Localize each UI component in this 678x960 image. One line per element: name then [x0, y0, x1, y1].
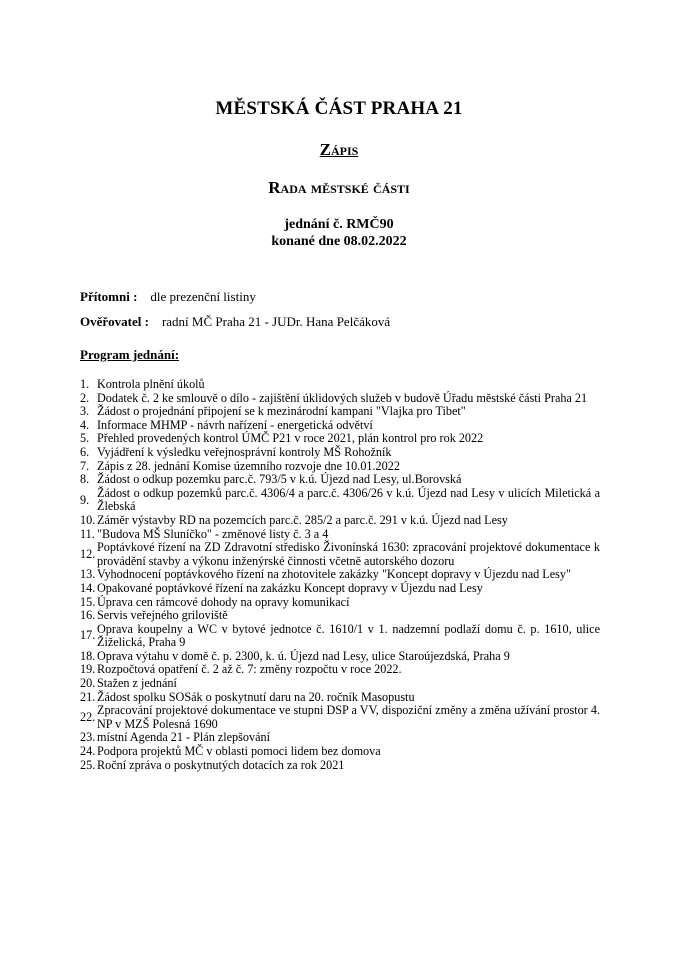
meeting-date: konané dne 08.02.2022: [271, 234, 407, 249]
item-text: Úprava cen rámcové dohody na opravy komunikací: [97, 594, 350, 609]
item-number: 24.: [80, 744, 96, 759]
item-number: 8.: [80, 472, 90, 487]
list-item: [80, 609, 600, 623]
item-text: Žádost o odkup pozemků parc.č. 4306/4 a parc.č. 4306/26 v k.ú. Újezd nad Lesy v ulicích Miletická a Žlebská: [97, 485, 600, 514]
present-row: [80, 289, 256, 305]
body-title: Rada městské části: [268, 178, 410, 197]
item-text: Podpora projektů MČ v oblasti pomoci lidem bez domova: [97, 744, 381, 759]
list-item: [80, 623, 600, 650]
list-item: [80, 704, 600, 731]
item-number: 21.: [80, 689, 96, 704]
list-item: [80, 514, 600, 528]
item-number: 1.: [80, 377, 90, 391]
list-item: [80, 446, 600, 460]
org-title: MĚSTSKÁ ČÁST PRAHA 21: [215, 98, 463, 119]
item-number: 12.: [80, 546, 96, 561]
verifier-label: Ověřovatel :: [80, 314, 149, 329]
item-text: Opakované poptávkové řízení na zakázku Koncept dopravy v Újezdu nad Lesy: [97, 580, 483, 595]
list-item: [80, 419, 600, 433]
list-item: [80, 487, 600, 514]
program-list: [80, 378, 600, 772]
item-number: 7.: [80, 458, 90, 473]
meeting-number: jednání č. RMČ90: [284, 217, 394, 232]
list-item: [80, 460, 600, 474]
present-value: dle prezenční listiny: [150, 289, 256, 304]
item-number: 17.: [80, 628, 96, 643]
item-number: 18.: [80, 648, 96, 663]
item-number: 6.: [80, 444, 90, 459]
item-number: 25.: [80, 757, 96, 772]
item-text: Vyjádření k výsledku veřejnosprávní kontroly MŠ Rohožník: [97, 444, 392, 459]
list-item: [80, 691, 600, 705]
program-heading: Program jednání:: [80, 347, 180, 362]
list-item: [80, 568, 600, 582]
item-text: Zpracování projektové dokumentace ve stupni DSP a VV, dispoziční změny a změna užívání prostor 4. NP v MZŠ Polesná 1690: [97, 703, 600, 731]
item-number: 5.: [80, 431, 90, 446]
item-text: Servis veřejného griloviště: [97, 608, 228, 623]
item-text: Oprava výtahu v domě č. p. 2300, k. ú. Újezd nad Lesy, ulice Staroújezdská, Praha 9: [97, 648, 510, 663]
item-number: 13.: [80, 567, 96, 582]
verifier-row: [80, 314, 390, 330]
item-text: Oprava koupelny a WC v bytové jednotce č. 1610/1 v 1. nadzemní podlaží domu č. p. 1610, ulice Žiželická, Praha 9: [97, 621, 600, 650]
item-text: místní Agenda 21 - Plán zlepšování: [97, 730, 270, 745]
item-text: Žádost o projednání připojení se k mezinárodní kampani "Vlajka pro Tibet": [97, 404, 466, 419]
item-text: Vyhodnocení poptávkového řízení na zhotovitele zakázky "Koncept dopravy v Újezdu nad Lesy": [97, 567, 571, 582]
item-number: 11.: [80, 526, 95, 541]
item-number: 19.: [80, 662, 96, 677]
list-item: [80, 405, 600, 419]
list-item: [80, 663, 600, 677]
item-number: 3.: [80, 404, 90, 419]
list-item: [80, 650, 600, 664]
list-item: [80, 528, 600, 542]
item-number: 14.: [80, 580, 96, 595]
item-text: Stažen z jednání: [97, 676, 177, 691]
item-text: Žádost o odkup pozemku parc.č. 793/5 v k.ú. Újezd nad Lesy, ul.Borovská: [97, 472, 462, 487]
item-number: 15.: [80, 594, 96, 609]
item-text: Kontrola plnění úkolů: [97, 377, 205, 391]
list-item: [80, 745, 600, 759]
item-text: Dodatek č. 2 ke smlouvě o dílo - zajištění úklidových služeb v budově Úřadu městské části Praha 21: [97, 390, 588, 405]
item-text: Rozpočtová opatření č. 2 až č. 7: změny rozpočtu v roce 2022.: [97, 662, 402, 677]
item-text: Žádost spolku SOSák o poskytnutí daru na 20. ročník Masopustu: [97, 689, 415, 704]
list-item: [80, 582, 600, 596]
item-number: 4.: [80, 417, 90, 432]
item-text: Záměr výstavby RD na pozemcích parc.č. 285/2 a parc.č. 291 v k.ú. Újezd nad Lesy: [97, 512, 508, 527]
item-number: 23.: [80, 730, 96, 745]
item-number: 10.: [80, 512, 96, 527]
list-item: [80, 432, 600, 446]
list-item: [80, 596, 600, 610]
item-text: Přehled provedených kontrol ÚMČ P21 v roce 2021, plán kontrol pro rok 2022: [97, 431, 484, 446]
item-text: "Budova MŠ Sluníčko" - změnové listy č. 3 a 4: [97, 526, 329, 541]
item-number: 22.: [80, 710, 96, 725]
item-text: Roční zpráva o poskytnutých dotacích za rok 2021: [97, 757, 345, 772]
item-text: Zápis z 28. jednání Komise územního rozvoje dne 10.01.2022: [97, 458, 400, 473]
list-item: [80, 677, 600, 691]
verifier-value: radní MČ Praha 21 - JUDr. Hana Pelčáková: [161, 314, 391, 329]
item-number: 16.: [80, 608, 96, 623]
meeting-info: [0, 216, 678, 250]
list-item: [80, 541, 600, 568]
list-item: [80, 759, 600, 773]
item-number: 20.: [80, 676, 96, 691]
item-number: 2.: [80, 390, 90, 405]
list-item: [80, 731, 600, 745]
item-number: 9.: [80, 492, 90, 507]
list-item: [80, 392, 600, 406]
list-item: [80, 378, 600, 392]
present-label: Přítomni :: [80, 289, 138, 304]
item-text: Informace MHMP - návrh nařízení - energetická odvětví: [97, 417, 373, 432]
list-item: [80, 473, 600, 487]
doc-type-title: Zápis: [319, 140, 359, 159]
item-text: Poptávkové řízení na ZD Zdravotní středisko Živonínská 1630: zpracování projektové dokumentace k provádění stavby a výkonu inženýrské činnosti včetně autorského dozoru: [97, 540, 600, 568]
